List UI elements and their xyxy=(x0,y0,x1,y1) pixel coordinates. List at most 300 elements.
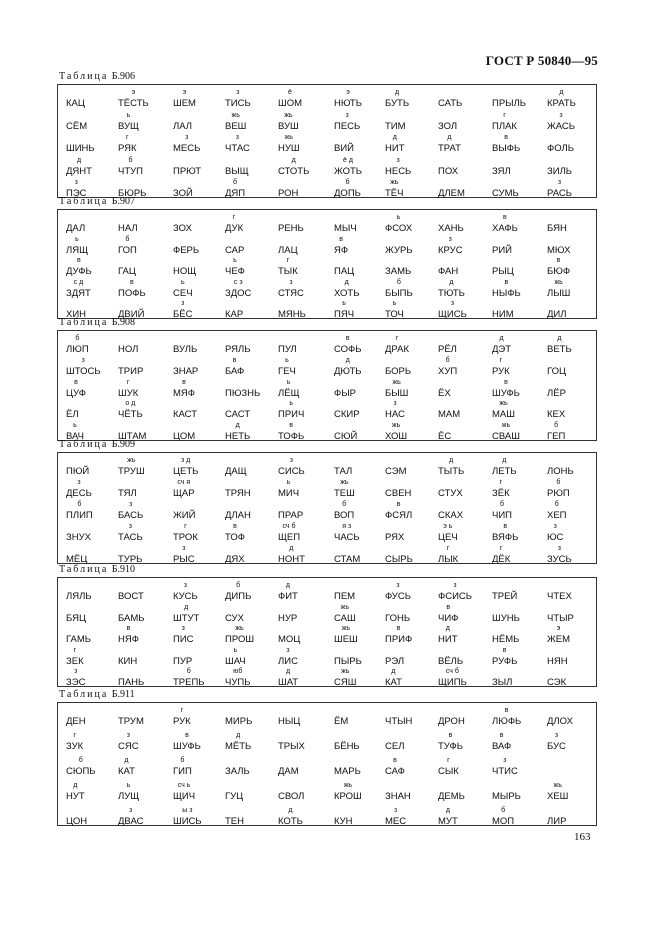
phonetic-mark: жь xyxy=(501,422,511,429)
word-text: НЯН xyxy=(547,656,568,667)
phonetic-mark: д xyxy=(286,668,291,675)
phonetic-mark: б xyxy=(345,179,350,186)
word-cell xyxy=(492,791,521,802)
phonetic-mark: з xyxy=(289,457,293,464)
word-text: ТУРЬ xyxy=(118,554,143,565)
phonetic-mark: з xyxy=(393,400,397,407)
phonetic-mark: з xyxy=(553,523,557,530)
word-cell xyxy=(225,582,252,602)
table-caption xyxy=(57,688,597,702)
word-text: ЧАСЬ xyxy=(334,532,360,543)
word-cell xyxy=(492,707,522,727)
word-table xyxy=(57,577,597,687)
word-cell xyxy=(66,143,95,154)
word-cell xyxy=(334,479,355,499)
word-cell xyxy=(334,143,354,154)
phonetic-mark: ь xyxy=(286,479,291,486)
phonetic-mark: в xyxy=(126,625,131,632)
word-text: МАШ xyxy=(492,409,515,420)
table-number: Б.906 xyxy=(109,71,136,82)
word-text: МЕС xyxy=(385,816,407,827)
phonetic-mark: б xyxy=(342,501,347,508)
word-cell xyxy=(66,157,92,177)
phonetic-mark: сч ь xyxy=(177,782,191,789)
word-table xyxy=(57,702,597,826)
word-text: ТРЫХ xyxy=(278,741,305,752)
word-text: СЫРЬ xyxy=(385,554,413,565)
word-text: ГЕП xyxy=(547,431,566,442)
table-number: Б.909 xyxy=(109,439,136,450)
word-cell xyxy=(118,677,144,688)
word-text: ЛЁЩ xyxy=(278,388,300,399)
word-cell xyxy=(173,245,199,256)
phonetic-mark: г xyxy=(73,647,77,654)
word-text: ТОЧ xyxy=(385,309,404,320)
word-text: ВУШ xyxy=(278,121,299,132)
word-cell xyxy=(66,279,91,299)
word-text: ЧЁТЬ xyxy=(118,409,143,420)
word-text: КАЦ xyxy=(66,98,85,109)
word-cell xyxy=(278,157,310,177)
phonetic-mark: ь xyxy=(396,214,401,221)
word-text: НОНТ xyxy=(278,554,305,565)
word-cell xyxy=(118,266,136,277)
phonetic-mark: жь xyxy=(340,479,349,486)
phonetic-mark: з xyxy=(393,807,398,814)
word-cell xyxy=(66,335,89,355)
word-text: ШТОСЬ xyxy=(66,366,101,377)
word-cell xyxy=(438,409,460,420)
word-text: ЛЯЩ xyxy=(66,245,89,256)
table-caption xyxy=(57,563,597,577)
word-cell xyxy=(66,732,84,752)
word-text: КИН xyxy=(118,656,138,667)
word-cell xyxy=(492,112,517,132)
word-text: ПЕСЬ xyxy=(334,121,361,132)
word-cell xyxy=(547,782,569,802)
phonetic-mark: б xyxy=(78,757,83,764)
phonetic-mark: з xyxy=(235,134,240,141)
table-caption-label: Таблица xyxy=(59,439,109,450)
phonetic-mark: сч я xyxy=(177,479,191,486)
word-cell xyxy=(225,766,250,777)
word-cell xyxy=(492,214,518,234)
word-cell xyxy=(173,134,201,154)
word-cell xyxy=(547,625,571,645)
phonetic-mark: в xyxy=(504,279,509,286)
phonetic-mark: д xyxy=(502,457,507,464)
word-text: ГАЦ xyxy=(118,266,136,277)
phonetic-mark: б xyxy=(125,236,130,243)
word-text: ФАН xyxy=(438,266,459,277)
word-text: МУТ xyxy=(438,816,458,827)
word-text: ТОФ xyxy=(225,532,245,543)
table-number: Б.907 xyxy=(109,196,136,207)
word-cell xyxy=(278,89,303,109)
word-text: КЕХ xyxy=(547,409,566,420)
phonetic-mark: з xyxy=(74,668,78,675)
word-text: ФУСЬ xyxy=(385,591,411,602)
word-text: БЮРЬ xyxy=(118,188,147,199)
word-text: ДРАК xyxy=(385,344,410,355)
phonetic-mark: з xyxy=(289,279,293,286)
phonetic-mark: б xyxy=(501,807,506,814)
word-text: ТОФЬ xyxy=(278,431,305,442)
phonetic-mark: б xyxy=(554,501,559,508)
word-cell xyxy=(225,523,245,543)
word-cell xyxy=(385,668,402,688)
word-text: ФСОХ xyxy=(385,223,413,234)
word-text: ЗДОС xyxy=(225,288,252,299)
word-text: КАР xyxy=(225,309,244,320)
phonetic-mark: г xyxy=(180,707,184,714)
word-cell xyxy=(438,266,458,277)
word-cell xyxy=(118,757,135,777)
phonetic-mark: д xyxy=(124,757,129,764)
word-cell xyxy=(118,89,149,109)
word-cell xyxy=(118,732,139,752)
word-cell xyxy=(173,604,200,624)
phonetic-mark: г xyxy=(126,379,130,386)
word-cell xyxy=(547,613,574,624)
word-cell xyxy=(66,98,85,109)
word-text: ЗАМЬ xyxy=(385,266,412,277)
word-cell xyxy=(438,98,462,109)
phonetic-mark: в xyxy=(77,257,81,264)
word-text: ВЯФЬ xyxy=(492,532,519,543)
word-text: РУК xyxy=(173,716,191,727)
word-text: ЗДЯТ xyxy=(66,288,91,299)
phonetic-mark: д xyxy=(236,732,241,739)
word-text: СЯС xyxy=(118,741,139,752)
word-text: ХЕШ xyxy=(547,791,569,802)
word-text: ЛЮП xyxy=(66,344,89,355)
phonetic-mark: з xyxy=(557,545,561,552)
word-text: МЁЦ xyxy=(66,554,88,565)
word-text: ВОСТ xyxy=(118,591,144,602)
table-caption xyxy=(57,195,597,209)
word-text: МЕСЬ xyxy=(173,143,201,154)
phonetic-mark: д xyxy=(449,457,454,464)
word-cell xyxy=(385,279,413,299)
word-cell xyxy=(385,757,405,777)
word-text: ЗНАР xyxy=(173,366,199,377)
phonetic-mark: г xyxy=(73,732,76,739)
word-cell xyxy=(385,582,411,602)
word-cell xyxy=(385,488,411,499)
table-number: Б.911 xyxy=(109,689,135,700)
phonetic-mark: д xyxy=(291,157,296,164)
word-text: ЛИС xyxy=(278,656,298,667)
word-cell xyxy=(438,656,463,667)
word-cell xyxy=(278,634,300,645)
word-text: ВОП xyxy=(334,510,355,521)
word-text: РЮП xyxy=(547,488,570,499)
word-cell xyxy=(173,732,201,752)
word-text: ЩИПЬ xyxy=(438,677,467,688)
word-text: РАСЬ xyxy=(547,188,572,199)
word-cell xyxy=(118,488,137,499)
word-text: ТРУШ xyxy=(118,466,145,477)
word-cell xyxy=(547,523,564,543)
word-cell xyxy=(334,112,361,132)
word-text: БЁНЬ xyxy=(334,741,360,752)
phonetic-mark: в xyxy=(232,357,237,364)
word-text: ТЮТЬ xyxy=(438,288,465,299)
word-text: ДЭТ xyxy=(492,344,512,355)
word-text: НЯФ xyxy=(118,634,139,645)
word-text: ХОШ xyxy=(385,431,408,442)
phonetic-mark: з xyxy=(74,179,78,186)
phonetic-mark: с д xyxy=(73,279,84,286)
word-text: МАМ xyxy=(438,409,461,420)
word-text: ГОЦ xyxy=(547,366,567,377)
word-table xyxy=(57,452,597,564)
word-cell xyxy=(334,388,356,399)
phonetic-mark: ь xyxy=(126,782,131,789)
phonetic-mark: г xyxy=(286,257,290,264)
word-cell xyxy=(278,807,303,827)
word-text: ФСИСЬ xyxy=(438,591,473,602)
word-cell xyxy=(173,409,197,420)
word-text: КУСЬ xyxy=(173,591,198,602)
word-cell xyxy=(438,344,457,355)
word-cell xyxy=(547,223,567,234)
word-cell xyxy=(438,134,461,154)
word-text: ХАНЬ xyxy=(438,223,464,234)
word-text: ХОТЬ xyxy=(334,288,360,299)
word-text: САР xyxy=(225,245,245,256)
word-cell xyxy=(118,379,139,399)
phonetic-mark: г xyxy=(499,479,503,486)
word-text: ГУЦ xyxy=(225,791,244,802)
word-cell xyxy=(438,604,459,624)
word-text: СЮЙ xyxy=(334,431,358,442)
word-cell xyxy=(438,732,463,752)
word-cell xyxy=(225,466,247,477)
phonetic-mark: д xyxy=(235,422,240,429)
word-text: ДАЩ xyxy=(225,466,247,477)
word-text: ЧУПЬ xyxy=(225,677,251,688)
word-cell xyxy=(334,236,349,256)
word-text: РУФЬ xyxy=(492,656,518,667)
word-text: ТЯЛ xyxy=(118,488,137,499)
word-cell xyxy=(118,236,137,256)
phonetic-mark: б xyxy=(556,479,561,486)
phonetic-mark: д xyxy=(445,807,450,814)
word-cell xyxy=(66,501,93,521)
word-cell xyxy=(118,807,144,827)
word-text: ЩЕП xyxy=(278,532,301,543)
word-cell xyxy=(385,501,413,521)
word-cell xyxy=(173,582,198,602)
phonetic-mark: д xyxy=(184,604,189,611)
word-text: ЗЕК xyxy=(66,656,84,667)
word-cell xyxy=(547,466,574,477)
word-cell xyxy=(334,89,362,109)
table-caption-label: Таблица xyxy=(59,689,109,700)
word-text: ПУЛ xyxy=(278,344,297,355)
word-cell xyxy=(173,782,196,802)
phonetic-mark: в xyxy=(345,335,350,342)
phonetic-mark: в xyxy=(182,379,186,386)
word-cell xyxy=(492,245,512,256)
word-text: НИТ xyxy=(385,143,405,154)
word-text: ВИЙ xyxy=(334,143,354,154)
word-cell xyxy=(547,501,567,521)
phonetic-mark: ь xyxy=(285,357,289,364)
word-text: МИЧ xyxy=(278,488,300,499)
word-cell xyxy=(334,782,362,802)
word-text: ТЫК xyxy=(278,266,298,277)
word-cell xyxy=(173,668,205,688)
word-cell xyxy=(385,807,407,827)
word-text: СВАШ xyxy=(492,431,520,442)
word-text: РЁЛ xyxy=(438,344,457,355)
phonetic-mark: з xyxy=(236,89,240,96)
phonetic-mark: з д xyxy=(181,457,191,464)
word-text: МЁТЬ xyxy=(225,741,252,752)
word-cell xyxy=(278,582,298,602)
word-text: СТУХ xyxy=(438,488,463,499)
phonetic-mark: з xyxy=(559,112,563,119)
word-cell xyxy=(334,157,362,177)
phonetic-mark: ь xyxy=(126,112,131,119)
phonetic-mark: г xyxy=(446,545,450,552)
word-text: ПРАР xyxy=(278,510,304,521)
word-cell xyxy=(225,257,245,277)
word-text: ЛУЩ xyxy=(118,791,140,802)
word-cell xyxy=(66,257,92,277)
word-text: ШТУТ xyxy=(173,613,200,624)
word-text: ПРЫЛЬ xyxy=(492,98,527,109)
word-cell xyxy=(173,656,192,667)
word-text: ЁХ xyxy=(438,388,451,399)
word-text: ЛЯЛЬ xyxy=(66,591,92,602)
word-text: СКАХ xyxy=(438,510,464,521)
word-text: ВЫЩ xyxy=(225,166,249,177)
word-cell xyxy=(492,613,520,624)
phonetic-mark: ь xyxy=(286,379,291,386)
word-text: КУН xyxy=(334,816,353,827)
word-cell xyxy=(385,266,411,277)
word-cell xyxy=(225,816,244,827)
word-cell xyxy=(385,400,405,420)
word-text: ПЯЧ xyxy=(334,309,355,320)
word-text: ЗОЙ xyxy=(173,188,193,199)
phonetic-mark: з xyxy=(182,545,186,552)
word-cell xyxy=(547,716,573,727)
word-text: ЗОХ xyxy=(173,223,192,234)
word-cell xyxy=(278,647,298,667)
word-text: НЫЦ xyxy=(278,716,301,727)
phonetic-mark: э xyxy=(346,89,350,96)
word-text: ФОЛЬ xyxy=(547,143,574,154)
word-text: ЗИЛЬ xyxy=(547,166,573,177)
word-text: ФИТ xyxy=(278,591,298,602)
word-cell xyxy=(173,757,192,777)
word-text: САШ xyxy=(334,613,356,624)
phonetic-mark: з xyxy=(453,582,457,589)
word-cell xyxy=(278,766,299,777)
word-text: ЦОМ xyxy=(173,431,196,442)
word-cell xyxy=(173,266,196,277)
word-text: ЗУСЬ xyxy=(547,554,572,565)
word-cell xyxy=(278,457,305,477)
phonetic-mark: ё xyxy=(288,89,292,96)
word-text: ЩАР xyxy=(173,488,195,499)
word-text: ЧТЫР xyxy=(547,613,574,624)
word-text: ДВАС xyxy=(118,816,144,827)
word-cell xyxy=(492,523,519,543)
word-cell xyxy=(118,782,140,802)
word-text: ПЭС xyxy=(66,188,87,199)
word-text: ГЕЧ xyxy=(278,366,296,377)
word-cell xyxy=(547,257,571,277)
word-cell xyxy=(438,488,463,499)
word-text: ТИСЬ xyxy=(225,98,251,109)
phonetic-mark: э xyxy=(182,89,187,96)
word-cell xyxy=(547,166,572,177)
word-cell xyxy=(334,625,358,645)
word-text: ГИП xyxy=(173,766,192,777)
word-cell xyxy=(173,166,201,177)
word-text: САСТ xyxy=(225,409,251,420)
word-cell xyxy=(225,647,246,667)
word-cell xyxy=(66,782,85,802)
word-cell xyxy=(225,488,251,499)
word-cell xyxy=(173,121,192,132)
word-text: НЮТЬ xyxy=(334,98,362,109)
word-cell xyxy=(173,89,196,109)
table-number: Б.910 xyxy=(109,564,136,575)
phonetic-mark: г xyxy=(395,335,399,342)
phonetic-mark: ь xyxy=(342,300,346,307)
phonetic-mark: б xyxy=(499,501,504,508)
phonetic-mark: жь xyxy=(235,625,244,632)
word-cell xyxy=(334,604,356,624)
word-text: ШУНЬ xyxy=(492,613,520,624)
word-cell xyxy=(225,409,250,420)
word-text: ТРЯН xyxy=(225,488,251,499)
word-cell xyxy=(334,716,348,727)
word-cell xyxy=(66,757,96,777)
word-text: ХУП xyxy=(438,366,458,377)
word-text: ДЯНТ xyxy=(66,166,92,177)
phonetic-mark: ь xyxy=(233,647,238,654)
word-cell xyxy=(492,591,517,602)
word-text: ТРОК xyxy=(173,532,198,543)
word-text: БЫПЬ xyxy=(385,288,413,299)
word-text: ПАЦ xyxy=(334,266,355,277)
word-cell xyxy=(438,582,473,602)
word-text: СТЯС xyxy=(278,288,304,299)
word-text: ЁЛ xyxy=(66,409,79,420)
word-cell xyxy=(547,816,566,827)
word-cell xyxy=(225,357,245,377)
table-number: Б.908 xyxy=(109,317,136,328)
word-cell xyxy=(118,366,143,377)
word-cell xyxy=(334,223,357,234)
phonetic-mark: в xyxy=(396,501,401,508)
word-text: НАС xyxy=(385,409,405,420)
word-text: МЫРЬ xyxy=(492,791,521,802)
phonetic-mark: ь xyxy=(392,300,397,307)
phonetic-mark: жь xyxy=(392,379,401,386)
word-text: ДЕМЬ xyxy=(438,791,465,802)
phonetic-mark: жь xyxy=(553,782,562,789)
word-text: ЗНАН xyxy=(385,791,411,802)
